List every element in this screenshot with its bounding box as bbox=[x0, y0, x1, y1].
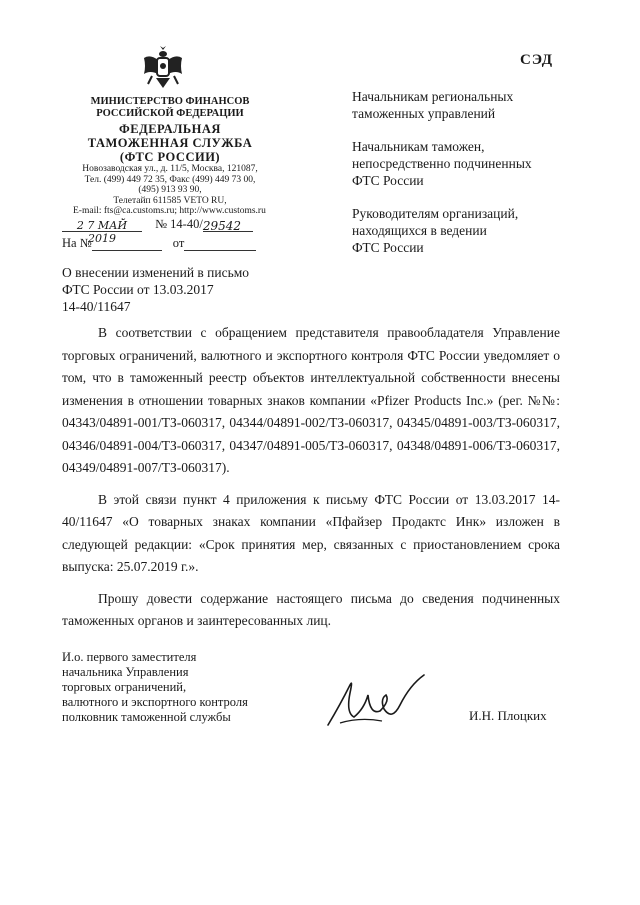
registration-line: 2 7 МАЙ 2019 № 14-40/29542 bbox=[62, 217, 292, 232]
recipient-item: Руководителям организаций, находящихся в ведении ФТС России bbox=[352, 206, 519, 255]
body-paragraph: В этой связи пункт 4 приложения к письму ФТС России от 13.03.2017 14-40/11647 «О товарных знаках компании «Пфайзер Продактс Инк» изложен в следующей редакции: «Срок принятия мер, связанных с приостановлением срока выпуска: 25.07.2019 г.». bbox=[62, 491, 560, 574]
signatory-position: И.о. первого заместителя начальника Управления торговых ограничений, валютного и экспортного контроля полковник таможенной службы bbox=[62, 650, 248, 724]
body-paragraph: Прошу довести содержание настоящего письма до сведения подчиненных таможенных органов и заинтересованных лиц. bbox=[62, 590, 560, 628]
subject-block: О внесении изменений в письмо ФТС России от 13.03.2017 14-40/11647 bbox=[62, 265, 250, 314]
coat-of-arms-emblem bbox=[140, 44, 186, 92]
email-line: E-mail: fts@ca.customs.ru; http://www.customs.ru bbox=[73, 206, 266, 216]
reference-line: На № от bbox=[62, 236, 292, 251]
ministry-name: МИНИСТЕРСТВО ФИНАНСОВ РОССИЙСКОЙ ФЕДЕРАЦИИ bbox=[90, 96, 250, 119]
letter-body bbox=[62, 322, 560, 642]
body-paragraph: В соответствии с обращением представителя правообладателя Управление торговых ограничений, валютного и экспортного контроля ФТС России уведомляет о том, что в таможенный реестр объектов интеллектуальной собственности внесены изменения в отношении товарных знаков компании «Pfizer Products Inc.» (рег. №№: 04343/04891-001/ТЗ-060317, 04344/04891-002/ТЗ-060317, 04345/04891-003/ТЗ-060317, 04346/04891-004/ТЗ-060317, 04347/04891-005/ТЗ-060317, 04348/04891-006/ТЗ-060317, 04349/04891-007/ТЗ-060317). bbox=[62, 325, 560, 475]
contact-block: Новозаводская ул., д. 11/5, Москва, 121087, Тел. (499) 449 72 35, Факс (499) 449 73 00, (495) 913 93 90, Телетайп 611585 VETO RU, E-mail: fts@ca.customs.ru; http://www.customs.ru bbox=[70, 164, 270, 217]
handwritten-signature bbox=[320, 665, 430, 735]
service-name: ФЕДЕРАЛЬНАЯ ТАМОЖЕННАЯ СЛУЖБА (ФТС РОССИИ) bbox=[87, 122, 253, 164]
recipient-item: Начальникам региональных таможенных управлений bbox=[352, 89, 514, 121]
signatory-name: И.Н. Плоцких bbox=[469, 708, 547, 723]
registration-number: 29542 bbox=[203, 219, 253, 232]
sed-stamp: СЭД bbox=[520, 52, 554, 68]
recipient-item: Начальникам таможен, непосредственно подчиненных ФТС России bbox=[352, 139, 532, 188]
registration-date: 2 7 МАЙ 2019 bbox=[62, 219, 142, 232]
